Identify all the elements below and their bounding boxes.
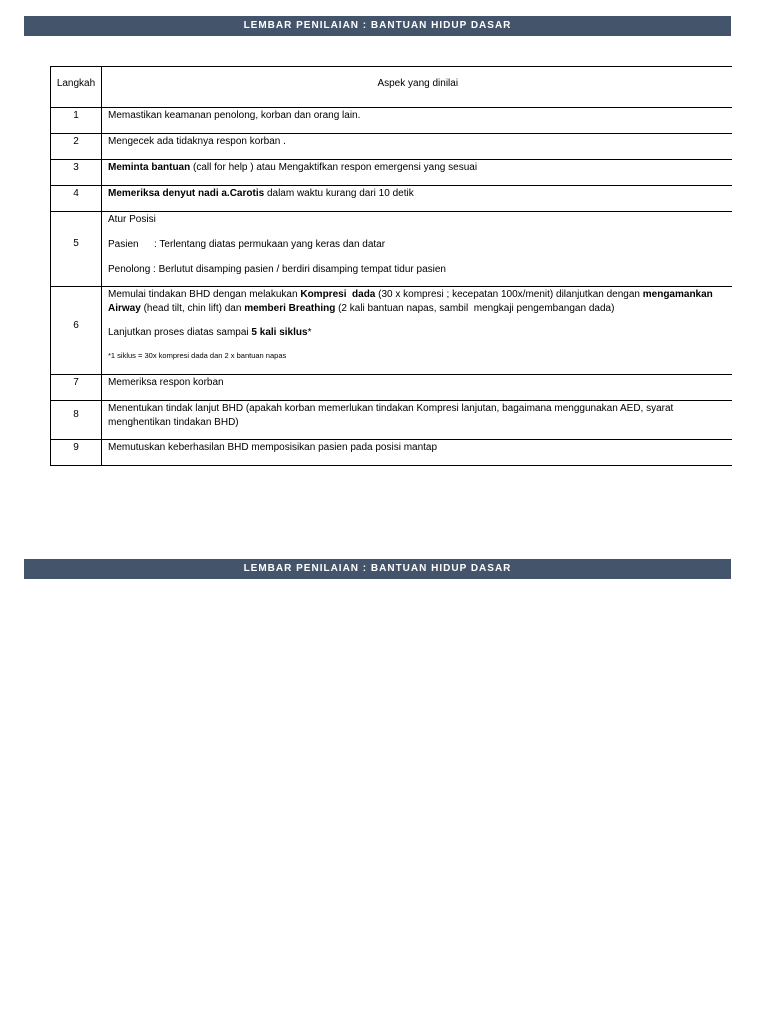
cpr-continue-run: Lanjutkan proses diatas sampai <box>108 327 252 338</box>
cpr-emphasis-cycles: 5 kali siklus <box>251 327 308 338</box>
aspect-text: Memeriksa respon korban <box>108 377 224 388</box>
banner-title: LEMBAR PENILAIAN : BANTUAN HIDUP DASAR <box>243 563 512 574</box>
cpr-emphasis-breathing: memberi Breathing <box>244 303 336 314</box>
cpr-emphasis-compression: Kompresi dada <box>300 289 376 300</box>
step-number: 2 <box>73 135 79 147</box>
step-number: 1 <box>73 109 79 121</box>
table-row <box>51 212 732 287</box>
aspect-emphasis: Meminta bantuan <box>108 162 191 173</box>
step-number-cell <box>51 212 102 287</box>
patient-position <box>108 238 728 252</box>
aspect-text: Memastikan keamanan penolong, korban dan orang lain. <box>108 110 361 121</box>
footer-banner <box>24 559 731 579</box>
step-number-cell <box>51 160 102 186</box>
cpr-footnote: *1 siklus = 30x kompresi dada dan 2 x bantuan napas <box>108 351 287 360</box>
aspect-detail: dalam waktu kurang dari 10 detik <box>264 188 414 199</box>
aspect-text <box>108 161 728 175</box>
step-number-cell <box>51 108 102 134</box>
aspect-cell <box>102 186 732 212</box>
cpr-text-run: (30 x kompresi ; kecepatan 100x/menit) dilanjutkan dengan <box>375 289 643 300</box>
cpr-text-run: (2 kali bantuan napas, sambil mengkaji pengembangan dada) <box>335 303 615 314</box>
patient-instruction: : Terlentang diatas permukaan yang keras dan datar <box>154 239 386 250</box>
aspect-cell <box>102 160 732 186</box>
table-row <box>51 287 732 375</box>
table-row <box>51 108 732 134</box>
table-row <box>51 134 732 160</box>
column-header-step-label: Langkah <box>56 78 96 89</box>
step-number: 5 <box>73 238 79 249</box>
step-number: 6 <box>73 319 79 331</box>
step-number-cell <box>51 287 102 375</box>
cpr-text-run: (head tilt, chin lift) dan <box>140 303 245 314</box>
step-number: 9 <box>73 441 79 453</box>
cpr-text-run: Memulai tindakan BHD dengan melakukan <box>108 289 301 300</box>
aspect-text <box>108 187 728 201</box>
cpr-procedure-text <box>108 288 728 316</box>
cpr-emphasis-airway: mengamankan Airway <box>108 289 716 314</box>
aspect-cell <box>102 134 732 160</box>
aspect-cell <box>102 375 732 401</box>
step-number-cell <box>51 440 102 466</box>
position-title: Atur Posisi <box>108 214 156 225</box>
aspect-emphasis: Memeriksa denyut nadi a.Carotis <box>108 188 265 199</box>
column-header-aspect-label: Aspek yang dinilai <box>377 78 459 89</box>
aspect-cell <box>102 287 732 375</box>
cpr-continue-asterisk: * <box>307 327 312 338</box>
step-number: 7 <box>73 376 79 388</box>
aspect-detail: (call for help ) atau Mengaktifkan respon emergensi yang sesuai <box>190 162 478 173</box>
column-header-step <box>51 67 102 108</box>
table-row <box>51 186 732 212</box>
step-number-cell <box>51 375 102 401</box>
assessment-table <box>50 66 732 466</box>
step-number-cell <box>51 401 102 440</box>
aspect-cell <box>102 212 732 287</box>
step-number: 4 <box>73 187 79 199</box>
patient-label: Pasien <box>108 239 139 250</box>
table-row <box>51 160 732 186</box>
aspect-text: Mengecek ada tidaknya respon korban . <box>108 136 286 147</box>
aspect-text: Memutuskan keberhasilan BHD memposisikan pasien pada posisi mantap <box>108 442 438 453</box>
aspect-cell <box>102 440 732 466</box>
aspect-cell <box>102 108 732 134</box>
step-number-cell <box>51 186 102 212</box>
step-number: 8 <box>73 409 79 420</box>
column-header-aspect <box>102 67 732 108</box>
table-row <box>51 440 732 466</box>
banner-title: LEMBAR PENILAIAN : BANTUAN HIDUP DASAR <box>243 20 512 31</box>
step-number-cell <box>51 134 102 160</box>
table-row <box>51 401 732 440</box>
table-row <box>51 375 732 401</box>
table-header-row <box>51 67 732 108</box>
cpr-continue-text <box>108 326 728 340</box>
header-banner <box>24 16 731 36</box>
helper-position: Penolong : Berlutut disamping pasien / berdiri disamping tempat tidur pasien <box>108 264 446 275</box>
aspect-cell <box>102 401 732 440</box>
aspect-text: Menentukan tindak lanjut BHD (apakah korban memerlukan tindakan Kompresi lanjutan, bagaimana menggunakan AED, syarat menghentikan tindakan BHD) <box>108 403 677 428</box>
step-number: 3 <box>73 161 79 173</box>
